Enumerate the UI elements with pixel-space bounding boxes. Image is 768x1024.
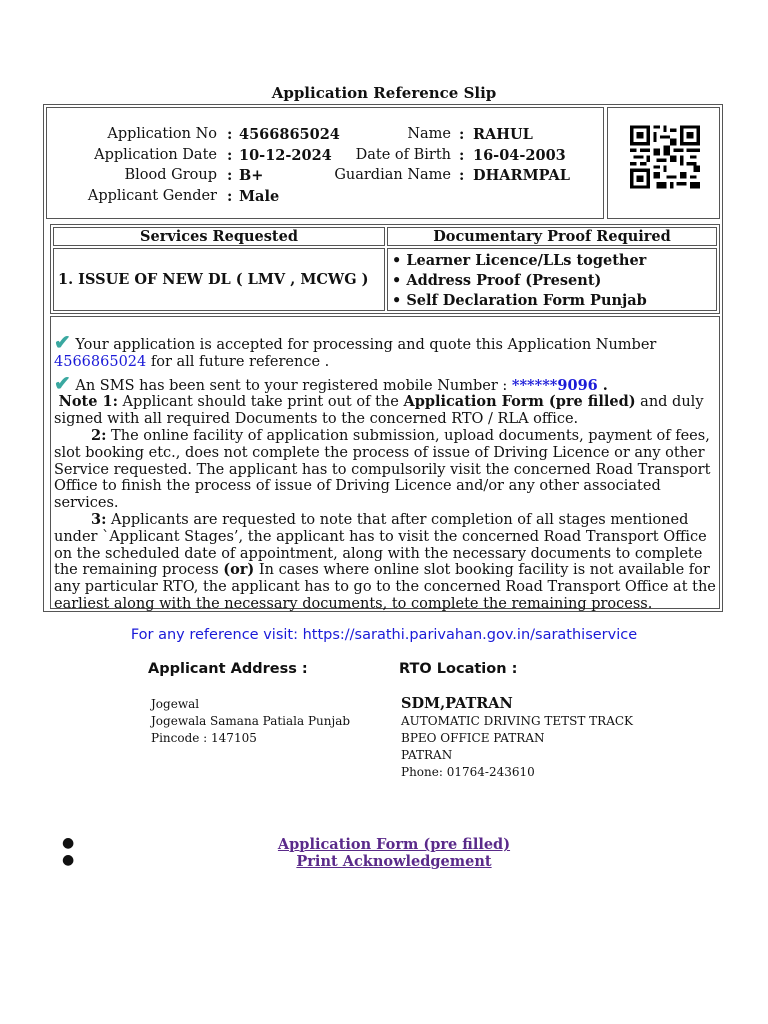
colon: :: [227, 188, 233, 205]
rto-line: PATRAN: [401, 748, 453, 762]
application-no-label: Application No: [107, 126, 217, 142]
colon: :: [459, 126, 465, 143]
rto-line: AUTOMATIC DRIVING TETST TRACK: [401, 714, 634, 728]
note-3: [54, 512, 719, 613]
note-1: [54, 394, 719, 428]
service-cell: 1. ISSUE OF NEW DL ( LMV , MCWG ): [53, 248, 385, 311]
application-date-label: Application Date: [94, 147, 217, 163]
accepted-suffix: for all future reference .: [146, 353, 330, 370]
accepted-number: 4566865024: [54, 353, 147, 370]
proof-header: Documentary Proof Required: [387, 227, 717, 246]
rto-line: BPEO OFFICE PATRAN: [401, 731, 545, 745]
sms-paragraph: [54, 370, 719, 395]
dob-value: 16-04-2003: [473, 147, 566, 164]
note1-text-b: and duly signed with all required Documents to the concerned RTO / RLA office.: [54, 394, 704, 428]
application-no-value: 4566865024: [239, 126, 340, 143]
name-value: RAHUL: [473, 126, 533, 143]
note3-bold: (or): [223, 561, 255, 579]
colon: :: [227, 147, 233, 164]
note1-bold: Application Form (pre filled): [403, 393, 636, 411]
reference-link-text: For any reference visit: https://sarathi.parivahan.gov.in/sarathiservice: [130, 627, 638, 643]
colon: :: [459, 167, 465, 184]
checkmark-icon: ✔: [54, 370, 71, 395]
guardian-label: Guardian Name: [334, 167, 451, 183]
address-pincode: Pincode : 147105: [151, 731, 257, 745]
colon: :: [459, 147, 465, 164]
accepted-paragraph: [54, 330, 719, 371]
services-header: Services Requested: [53, 227, 385, 246]
list-item: [0, 853, 768, 870]
qr-code-icon: [630, 125, 700, 189]
notes-box: [50, 316, 720, 612]
applicant-info-box: [46, 107, 604, 219]
applicant-address-heading: Applicant Address :: [148, 661, 308, 677]
bullet-icon: ●: [62, 852, 75, 868]
sms-number: ******9096: [511, 376, 598, 394]
sms-text: An SMS has been sent to your registered mobile Number :: [70, 377, 512, 394]
note1-label: Note 1:: [58, 393, 118, 411]
bullet-icon: ●: [62, 835, 75, 851]
rto-location-heading: RTO Location :: [399, 661, 518, 677]
proof-item: • Learner Licence/LLs together: [392, 252, 647, 269]
blood-group-label: Blood Group: [124, 167, 217, 183]
guardian-value: DHARMPAL: [473, 167, 570, 184]
note3-label: 3:: [91, 510, 107, 528]
address-line: Jogewala Samana Patiala Punjab: [151, 714, 351, 728]
page-title: Application Reference Slip: [271, 84, 497, 102]
application-form-link[interactable]: Application Form (pre filled): [277, 836, 511, 853]
note1-text: Applicant should take print out of the: [117, 394, 404, 411]
name-label: Name: [407, 126, 451, 142]
gender-value: Male: [239, 188, 280, 205]
gender-label: Applicant Gender: [87, 188, 217, 204]
proof-cell: [387, 248, 717, 311]
links-list: [0, 836, 768, 870]
rto-location: [401, 695, 633, 781]
note3-text: Applicants are requested to note that after completion of all stages mentioned under `Applicant Stages’, the applicant has to visit the concerned Road Transport Office on the scheduled date of appointment, along with the necessary documents to complete the remaining process: [54, 511, 707, 579]
sms-suffix: .: [597, 376, 608, 394]
note2-text: The online facility of application submission, upload documents, payment of fees, slot booking etc., does not complete the process of issue of Driving Licence or any other Service requested. The applicant has to compulsorily visit the concerned Road Transport Office to finish the process of issue of Driving Licence and/or any other associated services.: [54, 427, 711, 512]
proof-item: • Address Proof (Present): [392, 272, 602, 289]
rto-phone: Phone: 01764-243610: [401, 765, 535, 779]
list-item: [0, 836, 768, 853]
slip-container: [43, 104, 723, 612]
dob-label: Date of Birth: [355, 147, 451, 163]
rto-name: SDM,PATRAN: [401, 695, 513, 712]
applicant-address: [151, 696, 350, 747]
proof-item: • Self Declaration Form Punjab: [392, 292, 647, 309]
services-table: [50, 224, 720, 314]
note2-label: 2:: [91, 426, 107, 444]
qr-code-box: [607, 107, 720, 219]
blood-group-value: B+: [239, 167, 264, 184]
application-date-value: 10-12-2024: [239, 147, 332, 164]
print-acknowledgement-link[interactable]: Print Acknowledgement: [296, 853, 492, 870]
accepted-text: Your application is accepted for processing and quote this Application Number: [70, 337, 657, 353]
address-line: Jogewal: [151, 697, 200, 711]
colon: :: [227, 167, 233, 184]
checkmark-icon: ✔: [54, 330, 71, 354]
note-2: [54, 428, 719, 512]
colon: :: [227, 126, 233, 143]
note3-text-b: In cases where online slot booking facility is not available for any particular RTO, the applicant has to go to the concerned Road Transport Office at the earliest along with the necessary documents, to complete the remaining process.: [54, 562, 716, 612]
